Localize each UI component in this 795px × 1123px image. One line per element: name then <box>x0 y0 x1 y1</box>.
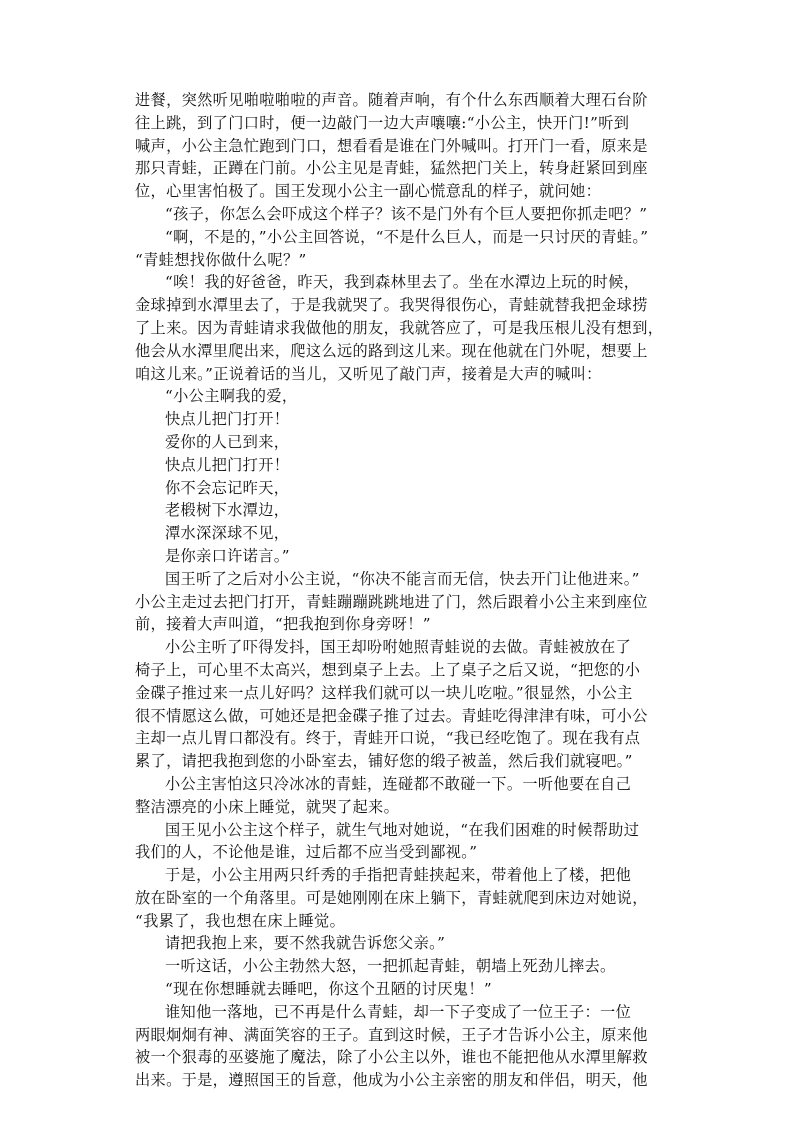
text-line: 两眼炯炯有神、满面笑容的王子。直到这时候，王子才告诉小公主，原来他 <box>135 1025 648 1044</box>
text-line: “我累了，我也想在床上睡觉。 <box>135 911 346 930</box>
text-line: 小公主走过去把门打开，青蛙蹦蹦跳跳地进了门，然后跟着小公主来到座位 <box>135 592 648 611</box>
text-line: 请把我抱上来，要不然我就告诉您父亲。” <box>165 934 446 953</box>
text-line: 是你亲口许诺言。” <box>165 546 290 565</box>
text-line: 咱这儿来。”正说着话的当儿，又听见了敲门声，接着是大声的喊叫： <box>135 364 602 383</box>
text-line: 快点儿把门打开！ <box>165 455 290 474</box>
text-line: 潭水深深球不见， <box>165 524 290 543</box>
text-line: 谁知他一落地，已不再是什么青蛙，却一下子变成了一位王子：一位 <box>165 1002 632 1021</box>
text-line: “唉！我的好爸爸，昨天，我到森林里去了。坐在水潭边上玩的时候， <box>165 273 640 292</box>
text-line: 快点儿把门打开！ <box>165 410 290 429</box>
text-line: 喊声，小公主急忙跑到门口，想看看是谁在门外喊叫。打开门一看，原来是 <box>135 136 648 155</box>
text-line: 前，接着大声叫道，“把我抱到你身旁呀！” <box>135 615 431 634</box>
text-line: 小公主听了吓得发抖，国王却吩咐她照青蛙说的去做。青蛙被放在了 <box>165 638 632 657</box>
text-line: “青蛙想找你做什么呢？” <box>135 250 307 269</box>
text-line: 出来。于是，遵照国王的旨意，他成为小公主亲密的朋友和伴侣，明天，他 <box>135 1071 648 1090</box>
text-line: 椅子上，可心里不太高兴，想到桌子上去。上了桌子之后又说，“把您的小 <box>135 660 641 679</box>
text-line: 我们的人，不论他是谁，过后都不应当受到鄙视。” <box>135 843 478 862</box>
text-line: 放在卧室的一个角落里。可是她刚刚在床上躺下，青蛙就爬到床边对她说， <box>135 888 648 907</box>
text-line: 位，心里害怕极了。国王发现小公主一副心慌意乱的样子，就问她： <box>135 182 602 201</box>
text-line: 他会从水潭里爬出来，爬这么远的路到这儿来。现在他就在门外呢，想要上 <box>135 341 648 360</box>
text-line: 小公主害怕这只冷冰冰的青蛙，连碰都不敢碰一下。一听他要在自己 <box>165 774 632 793</box>
text-line: 主却一点儿胃口都没有。终于，青蛙开口说，“我已经吃饱了。现在我有点 <box>135 729 641 748</box>
text-line: “小公主啊我的爱， <box>165 387 298 406</box>
text-line: 于是，小公主用两只纤秀的手指把青蛙挟起来，带着他上了楼，把他 <box>165 866 632 885</box>
text-line: 往上跳，到了门口时，便一边敲门一边大声嚷嚷:“小公主，快开门!”听到 <box>135 113 630 132</box>
text-line: 国王听了之后对小公主说，“你决不能言而无信，快去开门让他进来。” <box>165 569 640 588</box>
text-line: 累了，请把我抱到您的小卧室去，铺好您的缎子被盖，然后我们就寝吧。” <box>135 752 633 771</box>
text-line: 整洁漂亮的小床上睡觉，就哭了起来。 <box>135 797 400 816</box>
text-line: “现在你想睡就去睡吧，你这个丑陋的讨厌鬼！” <box>165 980 492 999</box>
text-line: 爱你的人已到来， <box>165 432 290 451</box>
text-line: 那只青蛙，正蹲在门前。小公主见是青蛙，猛然把门关上，转身赶紧回到座 <box>135 159 648 178</box>
text-line: 很不情愿这么做，可她还是把金碟子推了过去。青蛙吃得津津有味，可小公 <box>135 706 648 725</box>
text-line: 国王见小公主这个样子，就生气地对她说，“在我们困难的时候帮助过 <box>165 820 640 839</box>
text-line: 金球掉到水潭里去了，于是我就哭了。我哭得很伤心，青蛙就替我把金球捞 <box>135 296 648 315</box>
text-line: 一听这话，小公主勃然大怒，一把抓起青蛙，朝墙上死劲儿摔去。 <box>165 957 616 976</box>
text-line: 老椴树下水潭边， <box>165 501 290 520</box>
text-line: 了上来。因为青蛙请求我做他的朋友，我就答应了，可是我压根儿没有想到， <box>135 318 664 337</box>
text-line: “啊，不是的，”小公主回答说，“不是什么巨人，而是一只讨厌的青蛙。” <box>165 227 649 246</box>
text-line: 金碟子推过来一点儿好吗？这样我们就可以一块儿吃啦。”很显然，小公主 <box>135 683 633 702</box>
text-line: “孩子，你怎么会吓成这个样子？该不是门外有个巨人要把你抓走吧？” <box>165 204 648 223</box>
text-line: 进餐，突然听见啪啦啪啦的声音。随着声响，有个什么东西顺着大理石台阶 <box>135 91 648 109</box>
text-line: 你不会忘记昨天， <box>165 478 290 497</box>
story-text <box>135 89 663 1092</box>
text-line: 被一个狠毒的巫婆施了魔法，除了小公主以外，谁也不能把他从水潭里解救 <box>135 1048 648 1067</box>
